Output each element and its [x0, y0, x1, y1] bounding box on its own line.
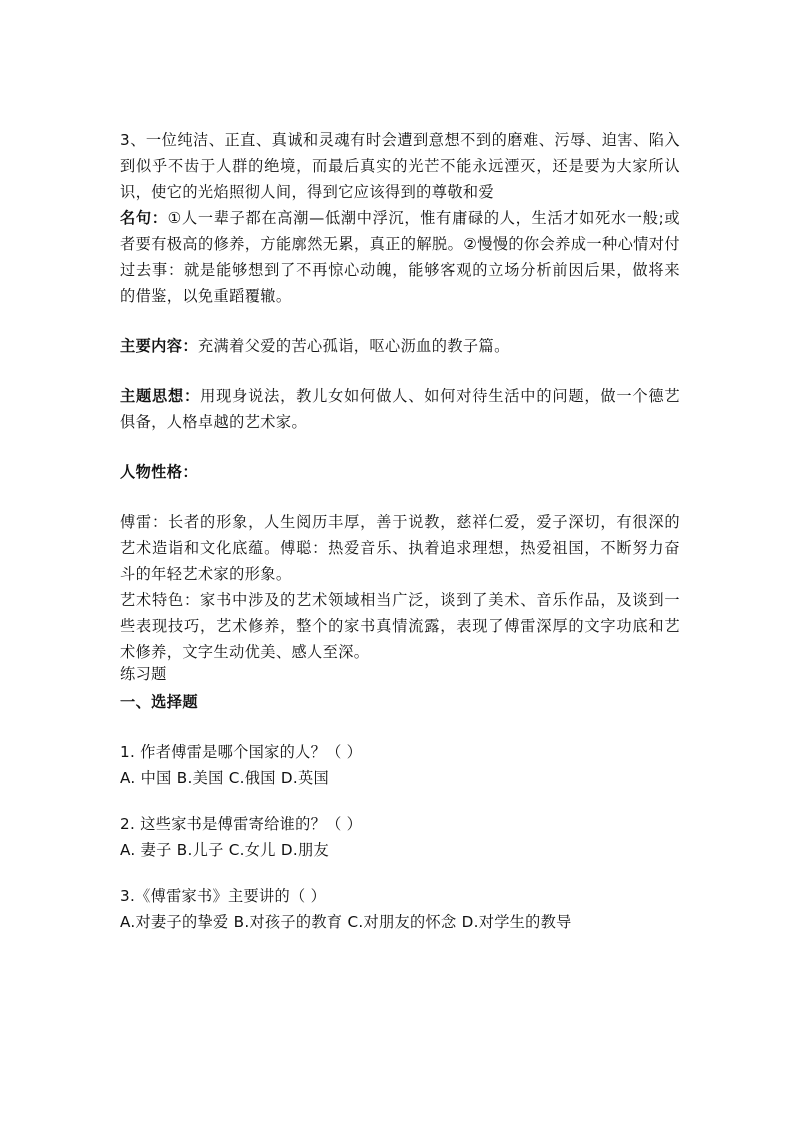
famous-quotes-paragraph — [120, 205, 680, 309]
question-1 — [120, 739, 680, 791]
question-2 — [120, 811, 680, 863]
question-text: 1. 作者傅雷是哪个国家的人？（ ） — [120, 743, 363, 761]
spacer — [120, 359, 680, 383]
art-features-paragraph: 艺术特色：家书中涉及的艺术领域相当广泛，谈到了美术、音乐作品，及谈到一些表现技巧，艺术修养，整个的家书真情流露，表现了傅雷深厚的文字功底和艺术修养，文字生动优美、感人至深。 — [120, 591, 680, 661]
question-options: A. 中国 B.美国 C.俄国 D.英国 — [120, 769, 329, 787]
famous-quotes-label: 名句： — [120, 209, 168, 227]
spacer — [120, 485, 680, 509]
document-page — [120, 127, 680, 935]
question-options: A. 妻子 B.儿子 C.女儿 D.朋友 — [120, 841, 329, 859]
spacer — [120, 791, 680, 811]
spacer — [120, 715, 680, 739]
main-content-text: 充满着父爱的苦心孤诣，呕心沥血的教子篇。 — [197, 337, 510, 355]
theme-label: 主题思想： — [120, 387, 201, 405]
paragraph-point-3: 3、一位纯洁、正直、真诚和灵魂有时会遭到意想不到的磨难、污辱、迫害、陷入到似乎不齿于人群的绝境，而最后真实的光芒不能永远湮灭，还是要为大家所认识，使它的光焰照彻人间，得到它应该得到的尊敬和爱 — [120, 131, 680, 201]
character-paragraph: 傅雷：长者的形象，人生阅历丰厚，善于说教，慈祥仁爱，爱子深切，有很深的艺术造诣和文化底蕴。傅聪：热爱音乐、执着追求理想，热爱祖国，不断努力奋斗的年轻艺术家的形象。 — [120, 513, 680, 583]
main-content-label: 主要内容： — [120, 337, 198, 355]
spacer — [120, 309, 680, 333]
question-text: 2. 这些家书是傅雷寄给谁的？（ ） — [120, 815, 363, 833]
theme-paragraph — [120, 383, 680, 435]
exercise-title: 练习题 — [120, 665, 167, 683]
character-heading: 人物性格： — [120, 463, 198, 481]
question-text: 3.《傅雷家书》主要讲的（ ） — [120, 887, 327, 905]
spacer — [120, 863, 680, 883]
famous-quotes-text: ①人一辈子都在高潮—低潮中浮沉，惟有庸碌的人，生活才如死水一般;或者要有极高的修养，方能廓然无累，真正的解脱。②慢慢的你会养成一种心情对付过去事：就是能够想到了不再惊心动魄，能够客观的立场分析前因后果，做将来的借鉴，以免重蹈覆辙。 — [120, 209, 681, 305]
theme-text: 用现身说法，教儿女如何做人、如何对待生活中的问题，做一个德艺俱备，人格卓越的艺术家。 — [120, 387, 681, 431]
question-options: A.对妻子的挚爱 B.对孩子的教育 C.对朋友的怀念 D.对学生的教导 — [120, 913, 572, 931]
main-content-paragraph — [120, 333, 680, 359]
section-title: 一、选择题 — [120, 693, 198, 711]
question-3 — [120, 883, 680, 935]
spacer — [120, 435, 680, 459]
